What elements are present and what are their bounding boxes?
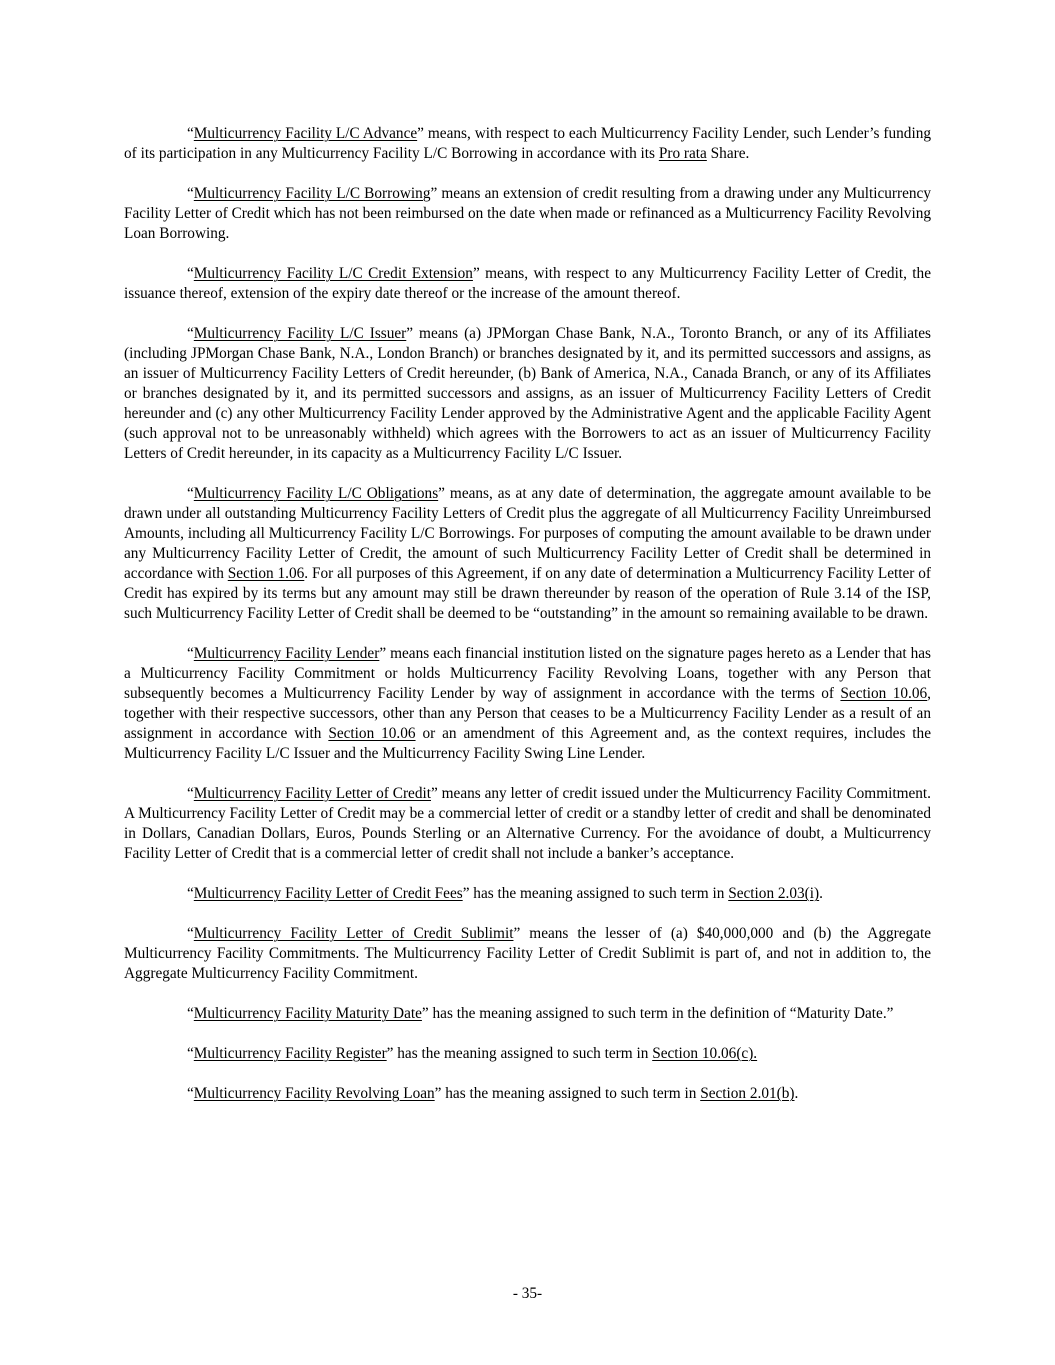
definition-paragraph (124, 784, 931, 864)
open-quote: “ (187, 885, 194, 902)
cross-reference: Section 2.03(i) (728, 885, 820, 902)
definition-text: ” means an extension of credit resulting from a drawing under any Multicurrency Facility Letter of Credit which has not been reimbursed on the date when made or refinanced as a Multicurrency Facility Revolving Loan Borrowing. (124, 185, 931, 242)
defined-term: Multicurrency Facility L/C Issuer (193, 325, 407, 342)
definition-text: ” means, with respect to each Multicurrency Facility Lender, such Lender’s funding of its participation in any Multicurrency Facility L/C Borrowing in accordance with its (124, 125, 932, 162)
open-quote: “ (187, 1045, 194, 1062)
defined-term: Multicurrency Facility Letter of Credit (193, 785, 431, 802)
cross-reference: Pro rata (658, 145, 707, 162)
open-quote: “ (187, 925, 194, 942)
definition-paragraph (124, 644, 931, 764)
open-quote: “ (187, 125, 194, 142)
definition-paragraph (124, 924, 931, 984)
definition-text: ” means each financial institution listed on the signature pages hereto as a Lender that has a Multicurrency Facility Commitment or holds Multicurrency Facility Revolving Loans, together with any Person that subsequently becomes a Multicurrency Facility Lender by way of assignment in accordance with the terms of (124, 645, 931, 702)
defined-term: Multicurrency Facility Maturity Date (193, 1005, 422, 1022)
open-quote: “ (187, 485, 194, 502)
open-quote: “ (187, 265, 194, 282)
open-quote: “ (187, 185, 194, 202)
definition-text: ” has the meaning assigned to such term in (462, 885, 729, 902)
definition-text: Share. (706, 145, 750, 162)
definition-paragraph (124, 884, 931, 904)
definition-paragraph (124, 484, 931, 624)
definition-text: ” means, with respect to any Multicurrency Facility Letter of Credit, the issuance thereof, extension of the expiry date thereof or the increase of the amount thereof. (124, 265, 931, 302)
definition-text: ” means, as at any date of determination, the aggregate amount available to be drawn under all outstanding Multicurrency Facility Letters of Credit plus the aggregate of all Multicurrency Facility Unreimbursed Amounts, including all Multicurrency Facility L/C Borrowings. For purposes of computing the amount available to be drawn under any Multicurrency Facility Letter of Credit, the amount of such Multicurrency Facility Letter of Credit shall be determined in accordance with (124, 485, 931, 582)
defined-term: Multicurrency Facility Register (193, 1045, 387, 1062)
definition-text: , together with their respective successors, other than any Person that ceases to be a Multicurrency Facility Lender as a result of an assignment in accordance with (124, 685, 931, 742)
open-quote: “ (187, 1005, 194, 1022)
definition-paragraph (124, 124, 931, 164)
definition-paragraph (124, 324, 931, 464)
defined-term: Multicurrency Facility Revolving Loan (193, 1085, 435, 1102)
definition-text: or an amendment of this Agreement and, as the context requires, includes the Multicurrency Facility L/C Issuer and the Multicurrency Facility Swing Line Lender. (124, 725, 931, 762)
open-quote: “ (187, 325, 194, 342)
definition-text: ” has the meaning assigned to such term in the definition of “Maturity Date.” (421, 1005, 894, 1022)
definition-paragraph (124, 264, 931, 304)
open-quote: “ (187, 1085, 194, 1102)
cross-reference: Section 2.01(b) (700, 1085, 795, 1102)
definition-text: . (794, 1085, 799, 1102)
defined-term: Multicurrency Facility Lender (193, 645, 380, 662)
defined-term: Multicurrency Facility L/C Advance (193, 125, 418, 142)
definition-text: ” has the meaning assigned to such term in (434, 1085, 701, 1102)
open-quote: “ (187, 645, 194, 662)
definitions-body (124, 124, 931, 1124)
definition-text: ” means the lesser of (a) $40,000,000 and (b) the Aggregate Multicurrency Facility Commitments. The Multicurrency Facility Letter of Credit Sublimit is part of, and not in addition to, the Aggregate Multicurrency Facility Commitment. (124, 925, 931, 982)
defined-term: Multicurrency Facility L/C Credit Extension (193, 265, 473, 282)
cross-reference: Section 10.06 (840, 685, 928, 702)
defined-term: Multicurrency Facility L/C Obligations (193, 485, 439, 502)
definition-text: ” has the meaning assigned to such term in (386, 1045, 653, 1062)
definition-text: ” means (a) JPMorgan Chase Bank, N.A., Toronto Branch, or any of its Affiliates (including JPMorgan Chase Bank, N.A., London Branch) or branches designated by it, and its permitted successors and assigns, as an issuer of Multicurrency Facility Letters of Credit hereunder, (b) Bank of America, N.A., Canada Branch, or any of its Affiliates or branches designated by it, and its permitted successors and assigns, as an issuer of Multicurrency Facility Letters of Credit hereunder and (c) any other Multicurrency Facility Lender approved by the Administrative Agent and the applicable Facility Agent (such approval not to be unreasonably withheld) which agrees with the Borrowers to act as an issuer of Multicurrency Facility Letters of Credit hereunder, in its capacity as a Multicurrency Facility L/C Issuer. (124, 325, 932, 462)
page-number: - 35- (512, 1285, 543, 1302)
defined-term: Multicurrency Facility Letter of Credit Fees (193, 885, 463, 902)
definition-text: . (819, 885, 823, 902)
cross-reference: Section 1.06 (227, 565, 305, 582)
definition-text: ” means any letter of credit issued under the Multicurrency Facility Commitment. A Multicurrency Facility Letter of Credit may be a commercial letter of credit or a standby letter of credit and shall be denominated in Dollars, Canadian Dollars, Euros, Pounds Sterling or an Alternative Currency. For the avoidance of doubt, a Multicurrency Facility Letter of Credit that is a commercial letter of credit shall not include a banker’s acceptance. (124, 785, 932, 862)
cross-reference: Section 10.06 (328, 725, 416, 742)
open-quote: “ (187, 785, 194, 802)
defined-term: Multicurrency Facility Letter of Credit Sublimit (193, 925, 514, 942)
defined-term: Multicurrency Facility L/C Borrowing (193, 185, 431, 202)
definition-paragraph (124, 1004, 931, 1024)
definition-paragraph (124, 184, 931, 244)
definition-text: . For all purposes of this Agreement, if on any date of determination a Multicurrency Facility Letter of Credit has expired by its terms but any amount may still be drawn thereunder by reason of the operation of Rule 3.14 of the ISP, such Multicurrency Facility Letter of Credit shall be deemed to be “outstanding” in the amount so remaining available to be drawn. (124, 565, 932, 622)
definition-paragraph (124, 1084, 931, 1104)
cross-reference: Section 10.06(c). (652, 1045, 758, 1062)
definition-paragraph (124, 1044, 931, 1064)
